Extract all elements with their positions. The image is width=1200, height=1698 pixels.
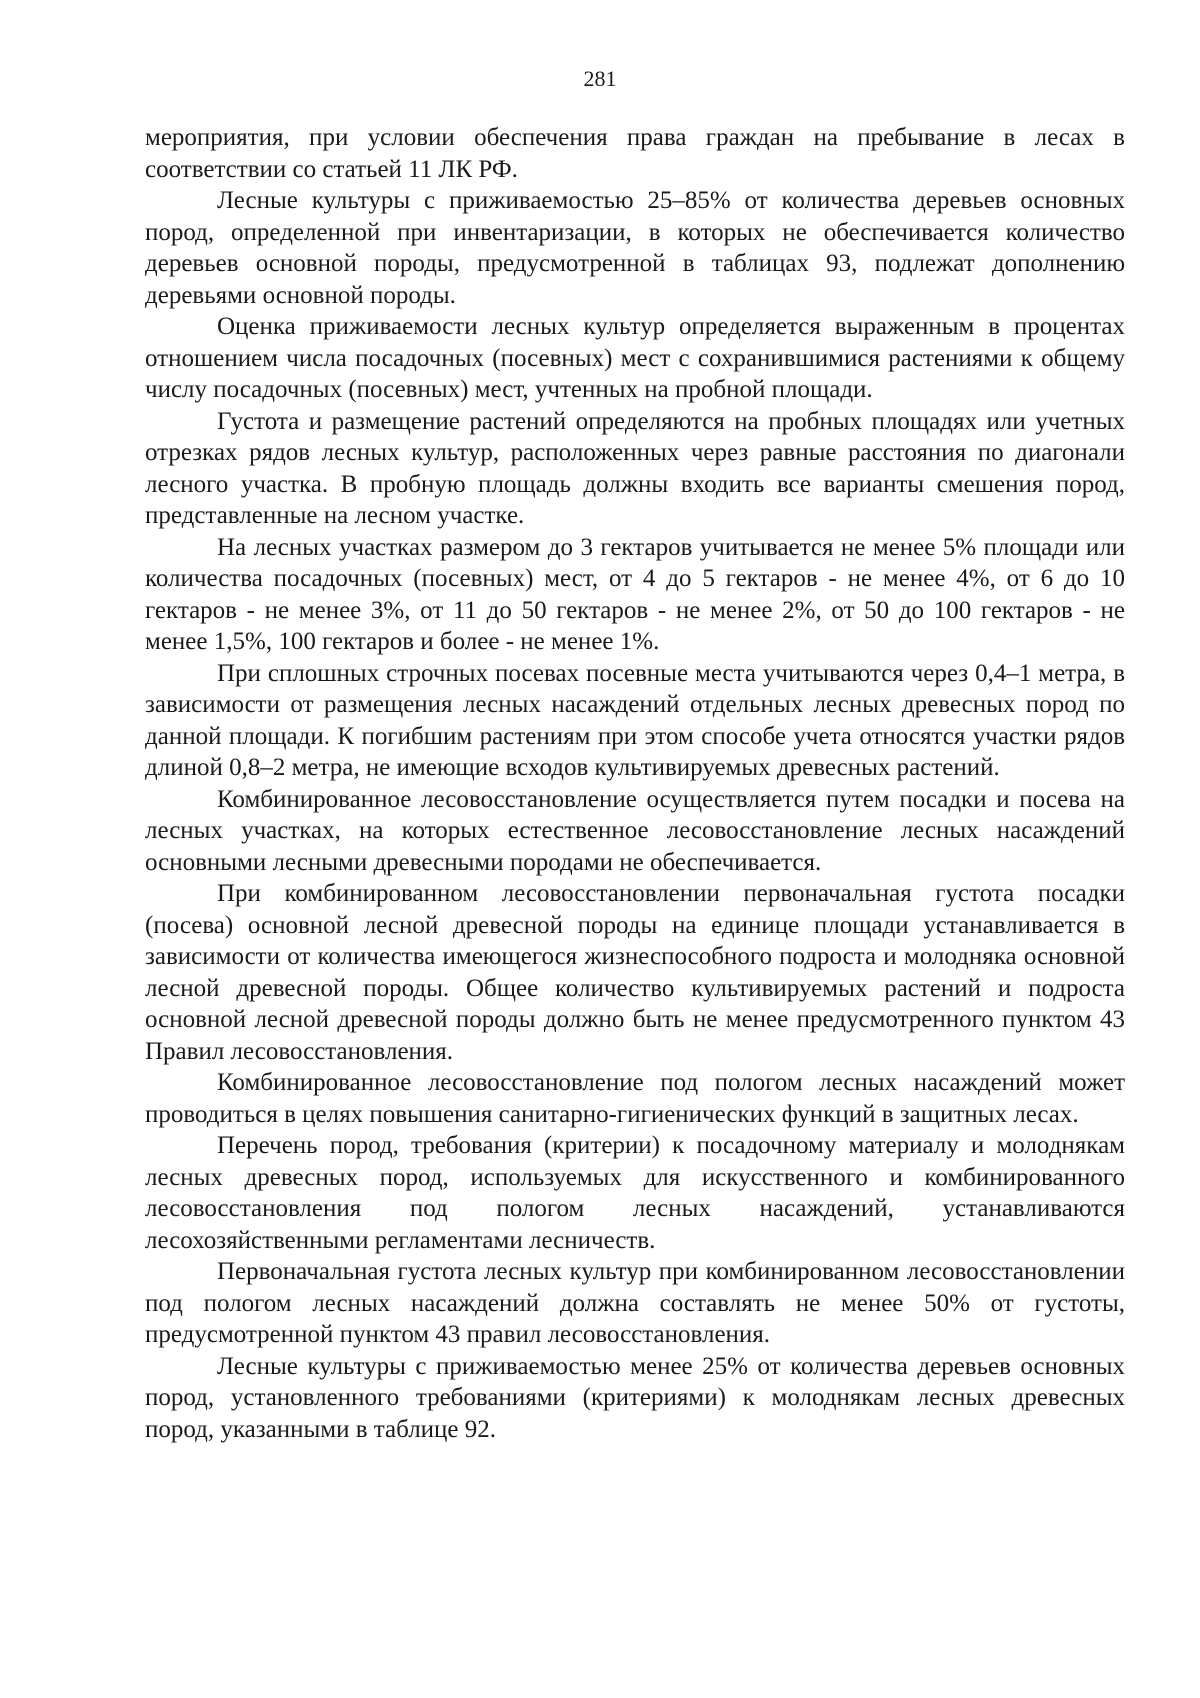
paragraph-row-sowing: При сплошных строчных посевах посевные места учитываются через 0,4–1 метра, в зависимости от размещения лесных насаждений отдельных лесных древесных пород по данной площади. К погибшим растениям при этом способе учета относятся участки рядов длиной 0,8–2 метра, не имеющие всходов культивируемых древесных растений. bbox=[145, 659, 1125, 781]
paragraph-survival-assessment: Оценка приживаемости лесных культур определяется выраженным в процентах отношением числа посадочных (посевных) мест с сохранившимися растениями к общему числу посадочных (посевных) мест, учтенных на пробной площади. bbox=[145, 313, 1125, 403]
paragraph-combined-restoration: Комбинированное лесовосстановление осуществляется путем посадки и посева на лесных участках, на которых естественное лесовосстановление лесных насаждений основными лесными древесными породами не обеспечивается. bbox=[145, 785, 1125, 876]
paragraph-survival-under-25: Лесные культуры с приживаемостью менее 25% от количества деревьев основных пород, установленного требованиями (критериями) к молоднякам лесных древесных пород, указанными в таблице 92. bbox=[145, 1352, 1125, 1443]
paragraph-plot-sizes: На лесных участках размером до 3 гектаров учитывается не менее 5% площади или количества посадочных (посевных) мест, от 4 до 5 гектаров - не менее 4%, от 6 до 10 гектаров - не менее 3%, от 11 до 50 гектаров - не менее 2%, от 50 до 100 гектаров - не менее 1,5%, 100 гектаров и более - не менее 1%. bbox=[145, 533, 1125, 655]
paragraph-under-canopy: Комбинированное лесовосстановление под пологом лесных насаждений может проводиться в целях повышения санитарно-гигиенических функций в защитных лесах. bbox=[145, 1069, 1125, 1128]
paragraph-initial-density: При комбинированном лесовосстановлении первоначальная густота посадки (посева) основной лесной древесной породы на единице площади устанавливается в зависимости от количества имеющегося жизнеспособного подроста и молодняка основной лесной древесной породы. Общее количество культивируемых растений и подроста основной лесной древесной породы должно быть не менее предусмотренного пунктом 43 Правил лесовосстановления. bbox=[145, 880, 1125, 1065]
paragraph-species-list: Перечень пород, требования (критерии) к посадочному материалу и молоднякам лесных древесных пород, используемых для искусственного и комбинированного лесовосстановления под пологом лесных насаждений, устанавливаются лесохозяйственными регламентами лесничеств. bbox=[145, 1132, 1125, 1254]
paragraph-continuation: мероприятия, при условии обеспечения права граждан на пребывание в лесах в соответствии со статьей 11 ЛК РФ. bbox=[145, 124, 1125, 183]
paragraph-initial-density-canopy: Первоначальная густота лесных культур при комбинированном лесовосстановлении под пологом лесных насаждений должна составлять не менее 50% от густоты, предусмотренной пунктом 43 правил лесовосстановления. bbox=[145, 1258, 1125, 1348]
paragraph-density-placement: Густота и размещение растений определяются на пробных площадях или учетных отрезках рядов лесных культур, расположенных через равные расстояния по диагонали лесного участка. В пробную площадь должны входить все варианты смешения пород, представленные на лесном участке. bbox=[145, 407, 1125, 529]
document-body bbox=[145, 122, 1125, 1445]
page-number: 281 bbox=[583, 66, 617, 91]
paragraph-survival-25-85: Лесные культуры с приживаемостью 25–85% от количества деревьев основных пород, определенной при инвентаризации, в которых не обеспечивается количество деревьев основной породы, предусмотренной в таблицах 93, подлежат дополнению деревьями основной породы. bbox=[145, 187, 1125, 309]
